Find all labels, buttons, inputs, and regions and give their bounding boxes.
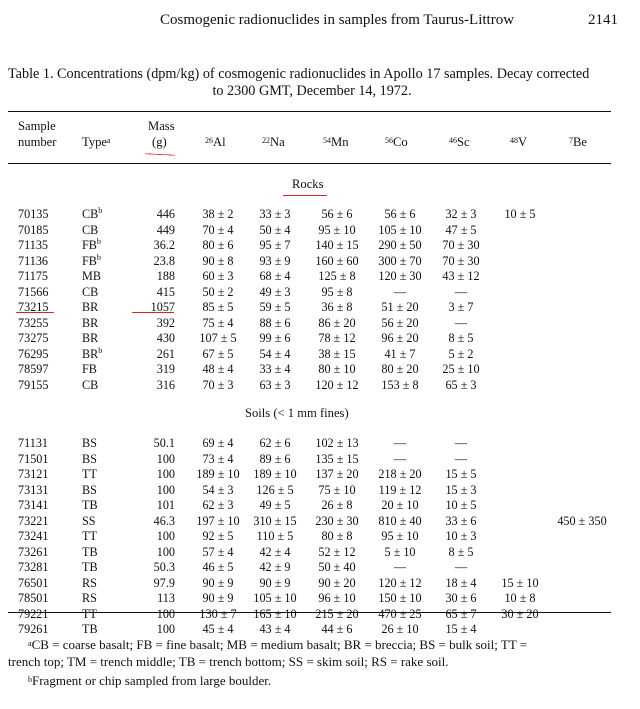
cell-al: 85 ± 5	[202, 300, 234, 314]
cell-sample: 71135	[18, 238, 49, 252]
cell-sample: 73281	[18, 560, 49, 574]
cell-sc: 70 ± 30	[442, 238, 480, 252]
cell-sample: 71175	[18, 269, 49, 283]
table-top-rule	[8, 111, 611, 112]
cell-mn: 135 ± 15	[315, 451, 359, 466]
cell-type: TT	[82, 606, 97, 621]
cell-na: 99 ± 6	[259, 331, 291, 345]
cell-co: 105 ± 10	[378, 222, 422, 237]
footnote-b: $^b$Fragment or chip sampled from large boulder.	[28, 673, 272, 688]
cell-mass: 50.1	[153, 436, 175, 450]
col-header-v48: $^{48}$V	[510, 135, 528, 149]
cell-na: 95 ± 7	[259, 238, 291, 252]
cell-mn: 75 ± 10	[318, 482, 356, 497]
cell-co: 119 ± 12	[378, 482, 422, 497]
cell-type: TB	[82, 622, 98, 636]
cell-sample: 78597	[18, 362, 49, 376]
cell-type: $BR^b$	[82, 345, 103, 361]
cell-type: RS	[82, 575, 97, 590]
cell-mass: 100	[156, 482, 175, 497]
cell-sc: 65 ± 3	[445, 377, 477, 392]
cell-mn: 96 ± 10	[318, 591, 356, 605]
cell-sc: 5 ± 2	[448, 346, 474, 361]
cell-sample: 70135	[18, 207, 49, 221]
cell-na: 62 ± 6	[259, 436, 291, 450]
cell-na: 49 ± 3	[259, 284, 291, 299]
cell-na: 33 ± 3	[259, 207, 291, 221]
cell-na: 93 ± 9	[259, 253, 291, 268]
cell-be: 450 ± 350	[557, 513, 607, 528]
cell-al: 57 ± 4	[202, 544, 234, 559]
cell-type: TB	[82, 544, 98, 559]
col-header-mass-line2: (g)	[152, 135, 167, 149]
cell-mn: 26 ± 8	[321, 498, 353, 512]
cell-sample: 71501	[18, 451, 49, 466]
cell-type: $FB^b$	[82, 237, 101, 252]
cell-mn: 120 ± 12	[315, 377, 359, 392]
cell-type: TT	[82, 529, 97, 543]
cell-type: RS	[82, 591, 97, 605]
cell-al: 189 ± 10	[196, 467, 240, 481]
cell-al: 90 ± 9	[202, 575, 234, 590]
cell-sample: 79261	[18, 622, 49, 636]
cell-sample: 71136	[18, 253, 49, 268]
cell-sc: 18 ± 4	[445, 575, 477, 590]
cell-na: 110 ± 5	[256, 529, 294, 543]
cell-type: FB	[82, 362, 97, 376]
red-underline-mass-1057	[132, 312, 174, 313]
cell-mn: 90 ± 20	[318, 575, 356, 590]
cell-v: 10 ± 5	[504, 207, 536, 221]
cell-na: 33 ± 4	[259, 362, 291, 376]
page-number: 2141	[588, 12, 618, 28]
cell-mass: 101	[156, 498, 175, 512]
cell-na: 88 ± 6	[259, 315, 291, 330]
cell-mn: 95 ± 10	[318, 222, 356, 237]
cell-sample: 73221	[18, 513, 49, 528]
table-caption	[8, 66, 628, 100]
red-underline-sample-73215	[16, 312, 54, 313]
col-header-sc46: $^{46}$Sc	[449, 135, 470, 149]
cell-co: —	[393, 451, 407, 466]
cell-mass: 113	[157, 591, 175, 605]
col-header-mn54: $^{54}$Mn	[323, 135, 349, 149]
cell-mn: 102 ± 13	[315, 436, 359, 450]
cell-sc: 10 ± 3	[445, 529, 477, 543]
cell-mn: 78 ± 12	[318, 331, 356, 345]
cell-mass: 97.9	[153, 575, 175, 590]
cell-sample: 73131	[18, 482, 49, 497]
cell-mass: 430	[156, 331, 175, 345]
cell-co: —	[393, 284, 407, 299]
cell-co: 153 ± 8	[381, 377, 419, 392]
cell-al: 46 ± 5	[202, 560, 234, 574]
cell-v: 15 ± 10	[501, 575, 539, 590]
cell-sc: 10 ± 5	[445, 498, 477, 512]
caption-line-2: to 2300 GMT, December 14, 1972.	[212, 83, 412, 99]
cell-al: 73 ± 4	[202, 451, 234, 466]
cell-type: MB	[82, 269, 101, 283]
cell-na: 63 ± 3	[259, 377, 291, 392]
cell-sc: —	[454, 315, 468, 330]
section-rocks-label: Rocks	[292, 177, 324, 191]
cell-co: 300 ± 70	[378, 253, 422, 268]
cell-al: 67 ± 5	[202, 346, 234, 361]
cell-sc: 25 ± 10	[442, 362, 480, 376]
cell-mn: 36 ± 8	[321, 300, 353, 314]
cell-sc: 15 ± 5	[445, 467, 477, 481]
cell-type: BR	[82, 315, 99, 330]
cell-sc: 15 ± 4	[445, 622, 477, 636]
cell-al: 69 ± 4	[202, 436, 234, 450]
cell-sample: 71566	[18, 284, 49, 299]
cell-mass: 446	[156, 207, 175, 221]
cell-sample: 79155	[18, 377, 49, 392]
col-header-mass	[148, 118, 175, 150]
cell-sc: 15 ± 3	[445, 482, 477, 497]
col-header-al26: $^{26}$Al	[205, 135, 226, 149]
cell-sc: —	[454, 451, 468, 466]
cell-co: 810 ± 40	[378, 513, 422, 528]
cell-mn: 80 ± 10	[318, 362, 356, 376]
cell-type: CB	[82, 222, 99, 237]
cell-na: 42 ± 4	[259, 544, 291, 559]
cell-sc: 43 ± 12	[442, 269, 480, 283]
cell-na: 89 ± 6	[259, 451, 291, 466]
cell-mn: 230 ± 30	[315, 513, 359, 528]
cell-co: 26 ± 10	[381, 622, 419, 636]
cell-mass: 392	[156, 315, 175, 330]
cell-co: 470 ± 25	[378, 606, 422, 621]
cell-mn: 140 ± 15	[315, 238, 359, 252]
cell-al: 50 ± 2	[202, 284, 234, 299]
cell-sample: 73121	[18, 467, 49, 481]
cell-co: 218 ± 20	[378, 467, 422, 481]
cell-sample: 76501	[18, 575, 49, 590]
cell-mn: 52 ± 12	[318, 544, 356, 559]
cell-mass: 449	[156, 222, 175, 237]
cell-co: 20 ± 10	[381, 498, 419, 512]
cell-co: 56 ± 6	[384, 207, 416, 221]
cell-al: 70 ± 4	[202, 222, 234, 237]
cell-type: TB	[82, 560, 98, 574]
cell-mn: 95 ± 8	[321, 284, 353, 299]
cell-sample: 73141	[18, 498, 49, 512]
cell-type: CB	[82, 284, 99, 299]
col-header-be7: $^7$Be	[569, 135, 587, 149]
footnote-a: $^a$CB = coarse basalt; FB = fine basalt; MB = medium basalt; BR = breccia; BS = bulk soil; TT = trench top; TM = trench middle; TB = trench bottom; SS = skim soil; RS = rake soil.	[8, 636, 626, 670]
cell-mass: 100	[156, 606, 175, 621]
cell-type: BS	[82, 451, 97, 466]
section-soils-label: Soils (< 1 mm fines)	[245, 406, 349, 420]
cell-co: 5 ± 10	[384, 544, 416, 559]
cell-al: 54 ± 3	[202, 482, 234, 497]
cell-mn: 137 ± 20	[315, 467, 359, 481]
cell-sc: 32 ± 3	[445, 207, 477, 221]
cell-co: 41 ± 7	[384, 346, 416, 361]
cell-type: BS	[82, 482, 97, 497]
cell-mn: 80 ± 8	[321, 529, 353, 543]
cell-co: 290 ± 50	[378, 238, 422, 252]
cell-type: BS	[82, 436, 97, 450]
cell-na: 105 ± 10	[253, 591, 297, 605]
cell-mass: 100	[156, 529, 175, 543]
cell-type: BR	[82, 331, 99, 345]
cell-mass: 316	[156, 377, 175, 392]
cell-sc: 47 ± 5	[445, 222, 477, 237]
red-underline-rocks	[283, 195, 327, 196]
cell-na: 50 ± 4	[259, 222, 291, 237]
cell-na: 49 ± 5	[259, 498, 291, 512]
cell-al: 45 ± 4	[202, 622, 234, 636]
cell-mn: 50 ± 40	[318, 560, 356, 574]
red-underline-mass	[145, 153, 175, 156]
cell-co: —	[393, 436, 407, 450]
cell-type: $FB^b$	[82, 252, 101, 268]
cell-na: 68 ± 4	[259, 269, 291, 283]
cell-sc: 30 ± 6	[445, 591, 477, 605]
cell-sc: —	[454, 436, 468, 450]
table-bottom-rule	[8, 612, 611, 613]
cell-co: 56 ± 20	[381, 315, 419, 330]
col-header-mass-line1: Mass	[148, 119, 175, 133]
cell-co: 120 ± 30	[378, 269, 422, 283]
cell-sc: 8 ± 5	[448, 331, 474, 345]
cell-sc: 70 ± 30	[442, 253, 480, 268]
cell-sc: 65 ± 7	[445, 606, 477, 621]
running-header-title: Cosmogenic radionuclides in samples from Taurus-Littrow	[160, 12, 515, 28]
col-header-co56: $^{56}$Co	[385, 135, 408, 149]
cell-mn: 215 ± 20	[315, 606, 359, 621]
cell-type: $CB^b$	[82, 206, 103, 221]
cell-sample: 70185	[18, 222, 49, 237]
cell-al: 60 ± 3	[202, 269, 234, 283]
cell-mass: 261	[156, 346, 175, 361]
cell-sample: 79221	[18, 606, 49, 621]
cell-sample: 73275	[18, 331, 49, 345]
cell-al: 90 ± 9	[202, 591, 234, 605]
cell-mass: 46.3	[153, 513, 175, 528]
cell-na: 59 ± 5	[259, 300, 291, 314]
col-header-sample-line2: number	[18, 135, 57, 149]
col-header-na22: $^{22}$Na	[262, 135, 285, 149]
cell-al: 107 ± 5	[199, 331, 237, 345]
cell-mass: 100	[156, 622, 175, 636]
cell-mass: 415	[156, 284, 175, 299]
cell-sample: 78501	[18, 591, 49, 605]
cell-al: 92 ± 5	[202, 529, 234, 543]
cell-mass: 100	[156, 451, 175, 466]
cell-mass: 50.3	[153, 560, 175, 574]
cell-v: 10 ± 8	[504, 591, 536, 605]
cell-mass: 100	[156, 544, 175, 559]
cell-sc: 3 ± 7	[448, 300, 474, 314]
cell-co: 150 ± 10	[378, 591, 422, 605]
cell-v: 30 ± 20	[501, 606, 539, 621]
cell-mn: 125 ± 8	[318, 269, 356, 283]
cell-co: 95 ± 10	[381, 529, 419, 543]
cell-al: 62 ± 3	[202, 498, 234, 512]
cell-na: 189 ± 10	[253, 467, 297, 481]
cell-na: 165 ± 10	[253, 606, 297, 621]
cell-al: 70 ± 3	[202, 377, 234, 392]
cell-type: TB	[82, 498, 98, 512]
cell-mn: 44 ± 6	[321, 622, 353, 636]
cell-sc: 8 ± 5	[448, 544, 474, 559]
cell-co: 96 ± 20	[381, 331, 419, 345]
cell-sample: 73241	[18, 529, 49, 543]
cell-mass: 1057	[150, 300, 175, 314]
footnote-a-line2: trench top; TM = trench middle; TB = trench bottom; SS = skim soil; RS = rake soil.	[8, 654, 449, 669]
cell-sample: 73215	[18, 300, 49, 314]
cell-al: 197 ± 10	[196, 513, 240, 528]
col-header-sample	[18, 118, 56, 150]
cell-al: 90 ± 8	[202, 253, 234, 268]
cell-al: 38 ± 2	[202, 207, 234, 221]
cell-sample: 73261	[18, 544, 49, 559]
cell-al: 130 ± 7	[199, 606, 237, 621]
cell-na: 90 ± 9	[259, 575, 291, 590]
cell-mass: 319	[156, 362, 175, 376]
cell-mass: 36.2	[153, 238, 175, 252]
cell-co: 80 ± 20	[381, 362, 419, 376]
cell-na: 42 ± 9	[259, 560, 291, 574]
cell-type: SS	[82, 513, 96, 528]
cell-mn: 38 ± 15	[318, 346, 356, 361]
cell-na: 126 ± 5	[256, 482, 294, 497]
col-header-type: Type$^a$	[82, 135, 111, 149]
cell-al: 80 ± 6	[202, 238, 234, 252]
cell-mass: 100	[156, 467, 175, 481]
col-header-sample-line1: Sample	[18, 119, 56, 133]
cell-sample: 73255	[18, 315, 49, 330]
cell-na: 54 ± 4	[259, 346, 291, 361]
cell-na: 310 ± 15	[253, 513, 297, 528]
cell-co: 51 ± 20	[381, 300, 419, 314]
caption-line-1: Table 1. Concentrations (dpm/kg) of cosmogenic radionuclides in Apollo 17 samples. Decay corrected	[8, 66, 590, 82]
cell-sc: 33 ± 6	[445, 513, 477, 528]
cell-sample: 71131	[18, 436, 49, 450]
cell-sc: —	[454, 560, 468, 574]
cell-mn: 56 ± 6	[321, 207, 353, 221]
cell-type: TT	[82, 467, 97, 481]
cell-type: BR	[82, 300, 99, 314]
cell-co: 120 ± 12	[378, 575, 422, 590]
table-header-rule	[8, 163, 611, 164]
cell-sample: 76295	[18, 346, 49, 361]
cell-na: 43 ± 4	[259, 622, 291, 636]
cell-sc: —	[454, 284, 468, 299]
cell-mn: 86 ± 20	[318, 315, 356, 330]
cell-mass: 188	[156, 269, 175, 283]
cell-mn: 160 ± 60	[315, 253, 359, 268]
cell-type: CB	[82, 377, 99, 392]
cell-al: 48 ± 4	[202, 362, 234, 376]
cell-mass: 23.8	[153, 253, 175, 268]
cell-co: —	[393, 560, 407, 574]
cell-al: 75 ± 4	[202, 315, 234, 330]
